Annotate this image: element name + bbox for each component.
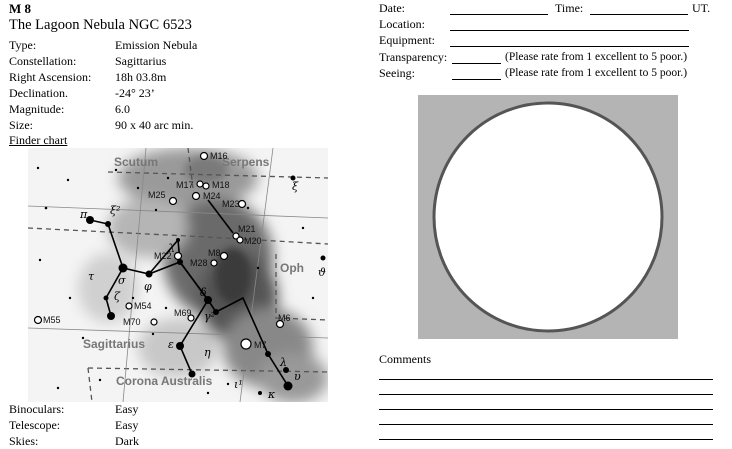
magnitude-label: Magnitude: [9,102,65,116]
star-label: γ² [204,310,215,323]
type-value: Emission Nebula [115,38,198,52]
seeing-rate-note: (Please rate from 1 excellent to 5 poor.) [505,67,688,79]
equipment-field[interactable] [450,46,689,47]
object-label: M28 [190,258,208,268]
star-label: ε [168,338,174,351]
star-label: λ [168,242,175,255]
object-label: M18 [212,180,230,190]
constellation-name: Scutum [114,155,159,169]
magnitude-value: 6.0 [115,102,130,116]
star-label: η [204,346,211,359]
date-label: Date: [379,1,405,15]
star-label: λ [280,356,287,369]
seeing-label: Seeing: [379,66,415,80]
declination-value: -24° 23’ [115,86,155,100]
object-label: M21 [238,224,256,234]
object-label: M6 [278,313,291,323]
object-label: M22 [154,251,172,261]
object-label: M24 [203,191,221,201]
size-value: 90 x 40 arc min. [115,118,194,132]
object-label: M69 [174,308,192,318]
comments-label: Comments [379,352,432,366]
star-label: τ [88,270,95,283]
telescope-label: Telescope: [9,418,61,432]
star-label: κ [268,388,276,401]
transparency-label: Transparency: [379,50,448,64]
constellation-label: Constellation: [9,54,77,68]
star-label: ξ² [110,204,121,217]
star-label: ζ [114,290,120,303]
object-label: M8 [208,248,221,258]
object-label: M7 [254,340,267,350]
comment-line[interactable] [379,379,713,380]
type-label: Type: [9,38,37,52]
telescope-value: Easy [115,418,139,432]
object-label: M25 [148,190,166,200]
object-label: M20 [244,236,262,246]
finder-chart-map [28,148,328,402]
comment-line[interactable] [379,424,713,425]
object-label: M70 [123,317,141,327]
transparency-rate-note: (Please rate from 1 excellent to 5 poor.) [505,51,688,63]
ra-value: 18h 03.8m [115,70,167,84]
skies-label: Skies: [9,434,39,448]
time-label: Time: [555,1,584,15]
eyepiece-circle[interactable] [434,103,662,331]
time-field[interactable] [590,14,688,15]
star-label: π [80,208,88,221]
star-label: υ [294,370,301,383]
star-label: φ [144,280,152,293]
eyepiece-sketch-area[interactable] [418,95,678,339]
object-label: M23 [222,199,240,209]
object-label: M55 [43,315,61,325]
location-label: Location: [379,17,425,31]
star-label: ϑ [318,266,326,279]
constellation-name: Corona Australis [116,374,213,388]
star-label: σ [118,274,126,287]
comment-line[interactable] [379,439,713,440]
finder-chart-heading: Finder chart [9,133,68,147]
finder-chart [28,148,328,402]
binoculars-label: Binoculars: [9,402,65,416]
comment-line[interactable] [379,409,713,410]
object-name: The Lagoon Nebula NGC 6523 [9,17,192,33]
object-label: M54 [134,301,152,311]
constellation-name: Oph [280,261,304,275]
declination-label: Declination. [9,86,68,100]
object-label: M16 [210,151,228,161]
date-field[interactable] [450,14,548,15]
location-field[interactable] [450,30,689,31]
size-label: Size: [9,118,33,132]
star-label: ι¹ [234,378,243,391]
binoculars-value: Easy [115,402,139,416]
object-label: M17 [176,180,194,190]
seeing-field[interactable] [452,79,501,80]
star-label: δ [200,286,207,299]
skies-value: Dark [115,434,139,448]
star-label: ξ [292,180,299,193]
object-id: M 8 [9,1,32,16]
transparency-field[interactable] [452,63,501,64]
constellation-value: Sagittarius [115,54,167,68]
constellation-name: Sagittarius [83,337,146,351]
time-unit: UT. [692,1,711,15]
constellation-name: Serpens [222,155,270,169]
eyepiece-circle-drawing [418,95,678,339]
ra-label: Right Ascension: [9,70,92,84]
comment-line[interactable] [379,394,713,395]
equipment-label: Equipment: [379,33,435,47]
